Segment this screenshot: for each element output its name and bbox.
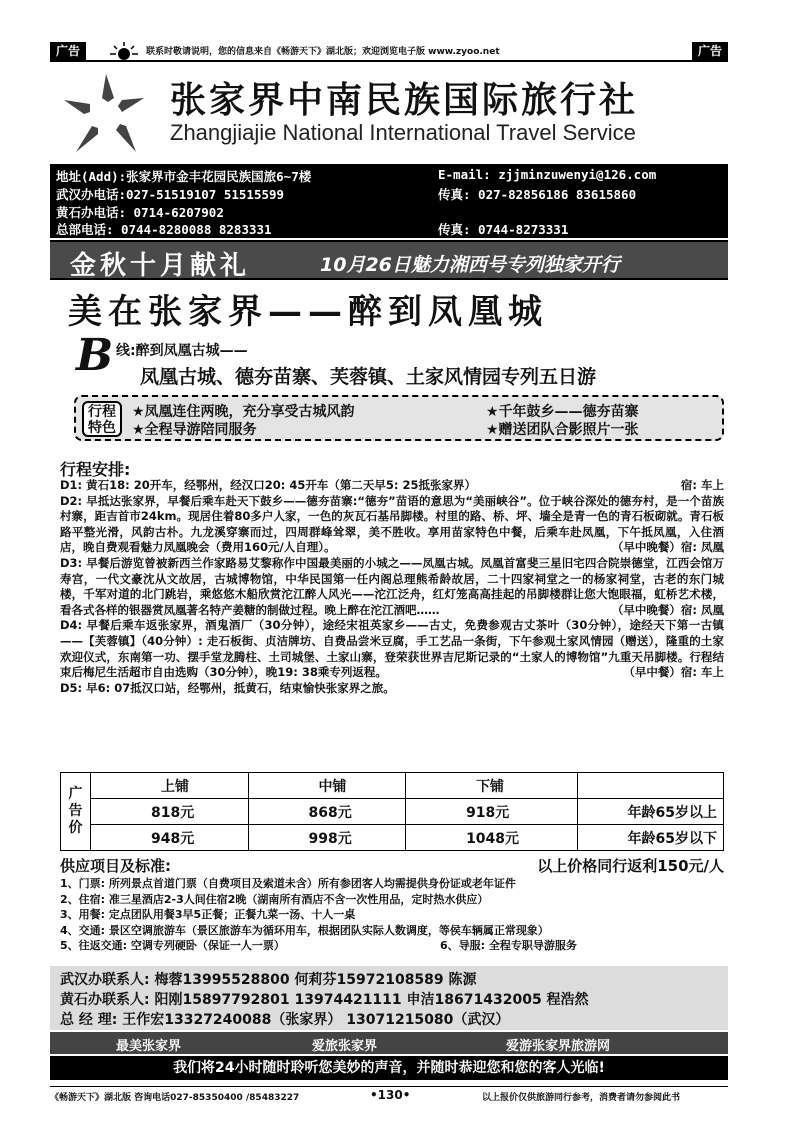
- feature-item: ★全程导游陪同服务: [132, 422, 257, 438]
- page-number: •130•: [370, 1088, 411, 1102]
- wuhan-tel: 武汉办电话:027-51519107 51515599: [56, 187, 285, 202]
- price-side-label: 广告价: [61, 773, 91, 851]
- agency-en-name: Zhangjiajie National International Travel Service: [170, 120, 636, 145]
- supply-item: 1、门票: 所列景点首道门票（自费项目及索道未含）所有参团客人均需提供身份证或老年证件: [60, 877, 516, 890]
- supply-list: [60, 876, 724, 954]
- agency-header: [50, 64, 728, 164]
- price-cell: 1048元: [406, 825, 577, 851]
- price-header-upper: 上铺: [91, 773, 249, 799]
- email: E-mail: zjjminzuwenyi@126.com: [438, 167, 657, 182]
- star-logo-icon: [56, 68, 156, 160]
- price-cell: 868元: [248, 799, 406, 825]
- price-row: [61, 799, 724, 825]
- day-text: D4: 早餐后乘车返张家界，酒鬼酒厂（30分钟），途经宋祖英家乡——古丈，免费参观古丈茶叶（30分钟），途经天下第一古镇——【芙蓉镇】（40分钟）: 走石板街、贞洁牌坊、自费品尝米豆腐，手工艺品一条街，下午参观土家风情园（赠送），隆重的土家欢迎仪式，东南第一功、摆手堂龙腾柱、土司城堡、土家山寨，登荣获世界吉尼斯记录的“土家人的博物馆”九重天吊脚楼。行程结束后梅尼生活超市自由选购（30分钟），晚19: 38乘专列返程。: [60, 618, 724, 680]
- day-meal: 宿: 车上: [680, 478, 724, 492]
- day-text: D1: 黄石18: 20开车，经鄂州，经汉口20: 45开车（第二天早5: 25抵张家界）: [60, 478, 476, 492]
- price-note: 年龄65岁以上: [577, 799, 724, 825]
- schedule-day-2: [60, 494, 724, 556]
- motto-bar: 我们将24小时随时聆听您美妙的声音，并随时恭迎您和您的客人光临!: [50, 1056, 728, 1080]
- price-header-lower: 下铺: [406, 773, 577, 799]
- price-cell: 948元: [91, 825, 249, 851]
- sun-logo-icon: [108, 40, 140, 60]
- schedule: [60, 478, 724, 696]
- hq-tel: 总部电话: 0744-8280088 8283331: [56, 222, 272, 237]
- ad-page: [50, 40, 728, 1125]
- schedule-day-5: [60, 681, 724, 697]
- ad-label-left: 广告: [50, 42, 86, 60]
- brand-item: 最美张家界: [116, 1039, 182, 1054]
- brand-item: 爱旅张家界: [312, 1039, 378, 1054]
- address: 地址(Add):张家界市金丰花园民族国旅6~7楼: [56, 169, 312, 184]
- brand-bar: [50, 1032, 728, 1054]
- price-header-note: [577, 773, 724, 799]
- agency-cn-name: 张家界中南民族国际旅行社: [170, 79, 639, 121]
- features-label: 行程特色: [82, 401, 122, 437]
- rebate-note: 以上价格同行返利150元/人: [537, 857, 724, 875]
- banner-main: 金秋十月献礼: [70, 251, 251, 281]
- general-manager: 总 经 理: 王作宏13327240088（张家界） 13071215080（武汉）: [60, 1012, 510, 1028]
- price-header-row: [61, 773, 724, 799]
- price-row: [61, 825, 724, 851]
- price-cell: 818元: [91, 799, 249, 825]
- line-letter: B: [76, 330, 114, 381]
- brand-item: 爱游张家界旅游网: [506, 1039, 611, 1054]
- day-text: D5: 早6: 07抵汉口站，经鄂州，抵黄石，结束愉快张家界之旅。: [60, 680, 395, 695]
- supply-item: 5、往返交通: 空调专列硬卧（保证一人一票）: [60, 939, 285, 952]
- schedule-heading: 行程安排:: [60, 460, 131, 479]
- price-header-middle: 中铺: [248, 773, 406, 799]
- feature-item: ★千年鼓乡——德夯苗寨: [486, 404, 639, 420]
- supply-item: 6、导服: 全程专职导游服务: [440, 939, 577, 952]
- day-meal: （早中晚餐）宿: 凤凰: [611, 602, 724, 617]
- supply-item-row: [60, 938, 724, 954]
- supply-item: 3、用餐: 定点团队用餐3早5正餐；正餐九菜一汤、十人一桌: [60, 908, 356, 921]
- price-cell: 918元: [406, 799, 577, 825]
- price-note: 年龄65岁以下: [577, 825, 724, 851]
- page-footer: [50, 1086, 728, 1103]
- schedule-day-3: [60, 556, 724, 618]
- features-box: [74, 395, 724, 441]
- feature-item: ★赠送团队合影照片一张: [486, 422, 639, 438]
- contact-block: [50, 164, 728, 238]
- feature-item: ★凤凰连住两晚，充分享受古城风韵: [132, 404, 355, 420]
- line-name: 线:醉到凤凰古城——: [116, 343, 248, 359]
- schedule-day-1: [60, 478, 724, 494]
- promo-banner: [50, 240, 728, 280]
- huangshi-contacts: 黄石办联系人: 阳刚15897792801 13974421111 申洁18671432005 程浩然: [60, 992, 589, 1008]
- top-note: 联系时敬请说明，您的信息来自《畅游天下》湖北版；欢迎浏览电子版 www.zyoo.net: [146, 47, 500, 57]
- day-meal: （早中晚餐）宿: 凤凰: [611, 540, 724, 555]
- ad-label-right: 广告: [692, 42, 728, 60]
- day-text: D2: 早抵达张家界，早餐后乘车赴天下鼓乡——德夯苗寨:“德夯”苗语的意思为“美丽峡谷”。位于峡谷深处的德夯村，是一个苗族村寨，距吉首市24km。现居住着80多户人家，一色的灰瓦石基吊脚楼。村里的路、桥、坪、墙全是青一色的青石板砌就。青石板路平整光滑，风韵古朴。九龙溪穿寨而过，四周群峰耸翠，美不胜收。享用苗家特色中餐，后乘车赴凤凰，下午抵凤凰，入住酒店，晚自费观看魅力凤凰晚会（费用160元/人自理）。: [60, 493, 724, 555]
- route-title: 凤凰古城、德夯苗寨、芙蓉镇、土家风情园专列五日游: [140, 366, 597, 388]
- contact-persons: [50, 966, 728, 1030]
- footer-right: 以上报价仅供旅游同行参考，消费者请勿参阅此书: [482, 1093, 681, 1103]
- footer-left: 《畅游天下》湖北版 咨询电话027-85350400 /85483227: [50, 1093, 300, 1103]
- banner-sub: 10月26日魅力湘西号专列独家开行: [320, 254, 620, 276]
- day-meal: （早中餐）宿: 车上: [623, 665, 724, 680]
- supply-item: 4、交通: 景区空调旅游车（景区旅游车为循环用车，根据团队实际人数调度，等侯车辆属正常现象）: [60, 923, 549, 937]
- price-cell: 998元: [248, 825, 406, 851]
- schedule-day-4: [60, 618, 724, 680]
- hq-fax: 传真: 0744-8273331: [438, 222, 569, 237]
- day-text: D3: 早餐后游览曾被新西兰作家路易艾黎称作中国最美丽的小城之——凤凰古城。凤凰首富斐三星旧宅四合院崇德堂，江西会馆万寿宫，一代文豪沈从文故居，古城博物馆，中华民国第一任内阁总理熊希龄故居，二十四家祠堂之一的杨家祠堂，古老的东门城楼，千军对道的北门跳岩，乘悠悠木船欣赏沱江醉人风光——沱江泛舟，红灯笼高高挂起的吊脚楼群让您大饱眼福，虹桥艺术楼，看各式各样的银器赏凤凰著名特产姜糖的制做过程。晚上醉在沱江酒吧……: [60, 555, 724, 617]
- wuhan-contacts: 武汉办联系人: 梅蓉13995528800 何莉芬15972108589 陈源: [60, 972, 477, 988]
- top-bar: [50, 40, 728, 62]
- supply-heading: 供应项目及标准:: [60, 857, 171, 875]
- tour-title: 美在张家界——醉到凤凰城: [68, 292, 548, 332]
- wuhan-fax: 传真: 027-82856186 83615860: [438, 187, 637, 202]
- price-table: [60, 772, 724, 851]
- supply-item: 2、住宿: 准三星酒店2-3人间住宿2晚（湖南所有酒店不含一次性用品，定时热水供应）: [60, 892, 489, 906]
- huangshi-tel: 黄石办电话: 0714-6207902: [56, 205, 224, 220]
